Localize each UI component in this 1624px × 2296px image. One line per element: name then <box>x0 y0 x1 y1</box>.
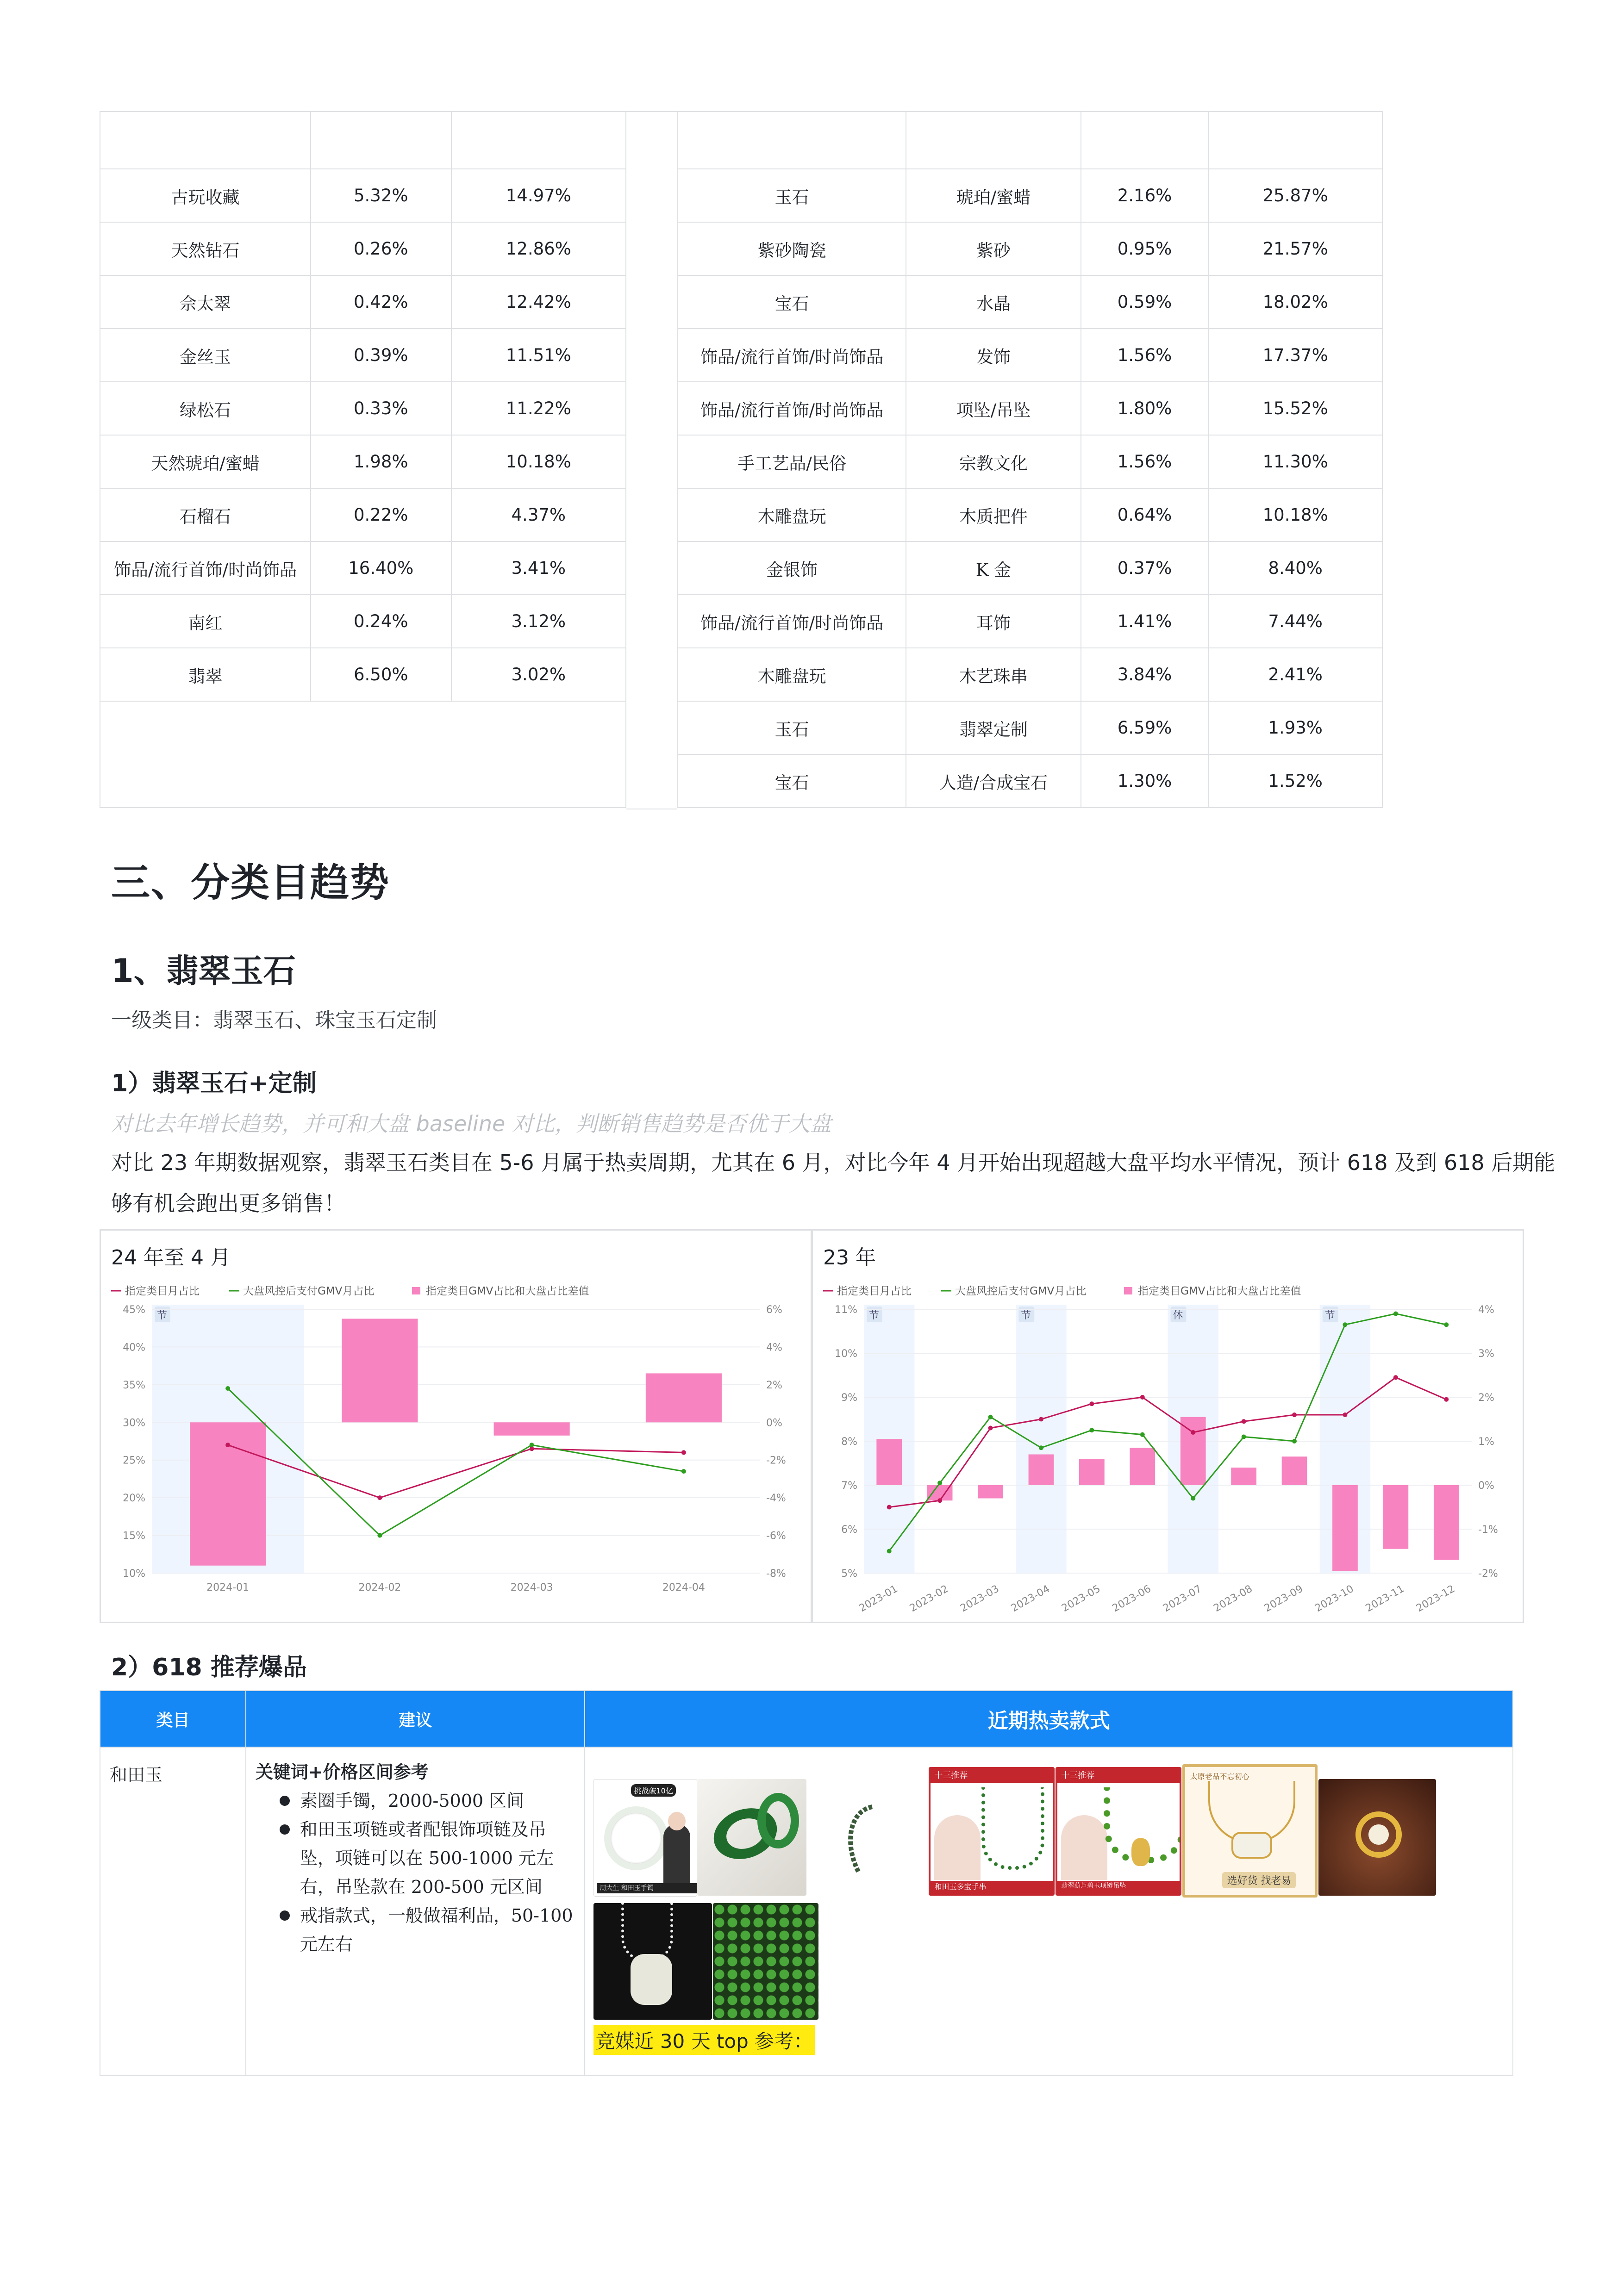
advice-bullet <box>256 1786 575 1815</box>
header-cell <box>100 112 311 169</box>
table-row <box>100 595 626 648</box>
subcategory-cell: 项坠/吊坠 <box>906 382 1081 435</box>
diff-bar <box>646 1373 722 1422</box>
share-cell: 6.59% <box>1081 701 1209 754</box>
instruction-note: 对比去年增长趋势，并可和大盘 baseline 对比，判断销售趋势是否优于大盘 <box>111 1111 831 1136</box>
category-cell: 绿松石 <box>100 382 311 435</box>
table-row <box>678 169 1382 222</box>
table-row <box>678 435 1382 488</box>
category-cell: 南红 <box>100 595 311 648</box>
table-row <box>678 222 1382 275</box>
y-left-tick: 20% <box>123 1493 145 1505</box>
y-right-tick: 0% <box>1478 1480 1494 1492</box>
y-right-tick: 3% <box>1478 1348 1494 1360</box>
category-cell: 天然钻石 <box>100 222 311 275</box>
holiday-flag-label: 休 <box>1173 1310 1183 1321</box>
share-cell: 1.30% <box>1081 754 1209 808</box>
growth-cell: 14.97% <box>451 169 626 222</box>
table-row <box>678 329 1382 382</box>
table-row <box>100 329 626 382</box>
table-row <box>100 382 626 435</box>
table-row <box>678 541 1382 595</box>
bullet-line: 右，吊坠款在 200-500 元区间 <box>300 1877 543 1897</box>
growth-cell: 3.12% <box>451 595 626 648</box>
series-point <box>1393 1375 1398 1380</box>
x-tick-label: 2023-02 <box>908 1583 951 1615</box>
empty-cell <box>100 701 626 808</box>
share-cell: 1.41% <box>1081 595 1209 648</box>
series-point <box>937 1481 942 1485</box>
series-point <box>1039 1417 1043 1422</box>
series-point <box>1140 1395 1145 1400</box>
growth-cell: 21.57% <box>1208 222 1382 275</box>
body-line: 对比 23 年期数据观察，翡翠玉石类目在 5-6 月属于热卖周期，尤其在 6 月，对比今年 4 月开始出现超越大盘平均水平情况，预计 618 及到 618 后期能 <box>111 1150 1555 1175</box>
chart-24-svg <box>101 1231 811 1622</box>
images-cell <box>585 1747 1513 2076</box>
y-left-tick: 8% <box>841 1436 857 1448</box>
share-cell: 1.80% <box>1081 382 1209 435</box>
table-row <box>678 701 1382 754</box>
table-row <box>678 382 1382 435</box>
header-cell <box>906 112 1081 169</box>
subheading-jade-custom: 1）翡翠玉石+定制 <box>111 1070 317 1097</box>
advice-list <box>256 1786 575 1959</box>
growth-cell: 2.41% <box>1208 648 1382 701</box>
series-point <box>1140 1432 1145 1437</box>
table-header-row <box>100 112 626 169</box>
person-shape <box>663 1824 690 1884</box>
series-point <box>887 1505 892 1510</box>
subcategory-cell: 耳饰 <box>906 595 1081 648</box>
legend-swatch <box>1124 1287 1132 1294</box>
y-left-tick: 35% <box>123 1379 145 1391</box>
model-shape <box>934 1815 981 1880</box>
growth-cell: 15.52% <box>1208 382 1382 435</box>
gold-necklace-ad-icon <box>1182 1764 1318 1898</box>
subheading-618: 2）618 推荐爆品 <box>111 1654 307 1681</box>
advice-cell <box>246 1747 585 2076</box>
y-right-tick: -1% <box>1478 1524 1498 1536</box>
table-row <box>678 595 1382 648</box>
y-left-tick: 15% <box>123 1530 145 1542</box>
share-cell: 16.40% <box>311 541 451 595</box>
white-jade-pendant-icon <box>593 1903 712 2020</box>
subcategory-cell: K 金 <box>906 541 1081 595</box>
series-point <box>937 1498 942 1503</box>
series-point <box>1242 1435 1246 1439</box>
legend-label: 指定类目月占比 <box>125 1285 200 1297</box>
ad-badge: 挑战破10亿 <box>631 1784 675 1797</box>
table-filler-row <box>100 701 626 808</box>
x-tick-label: 2023-01 <box>857 1583 900 1615</box>
gourd-pendant-ad-icon <box>1056 1767 1181 1896</box>
category-cell: 玉石 <box>678 169 906 222</box>
y-right-tick: 1% <box>1478 1436 1494 1448</box>
holiday-flag-label: 节 <box>1021 1310 1031 1321</box>
ad-caption: 选好货 找老易 <box>1222 1872 1296 1888</box>
category-cell: 天然琥珀/蜜蜡 <box>100 435 311 488</box>
chart-23-svg <box>813 1231 1523 1622</box>
ad-caption: 和田玉多宝手串 <box>931 1881 1055 1894</box>
header-hot-styles: 近期热卖款式 <box>585 1691 1513 1747</box>
legend-label: 指定类目月占比 <box>837 1285 912 1297</box>
growth-cell: 18.02% <box>1208 275 1382 329</box>
legend-label: 指定类目GMV占比和大盘占比差值 <box>426 1285 589 1297</box>
x-tick-label: 2024-02 <box>358 1582 401 1593</box>
share-cell: 0.24% <box>311 595 451 648</box>
share-cell: 1.56% <box>1081 329 1209 382</box>
chart-title: 23 年 <box>823 1246 876 1269</box>
y-right-tick: 6% <box>766 1304 782 1316</box>
table-row <box>100 488 626 541</box>
holiday-flag-label: 节 <box>1324 1310 1335 1321</box>
y-right-tick: -8% <box>766 1568 786 1580</box>
table-row <box>100 222 626 275</box>
series-point <box>988 1415 993 1419</box>
x-tick-label: 2023-11 <box>1363 1583 1406 1615</box>
growth-cell: 10.18% <box>1208 488 1382 541</box>
right-table <box>677 111 1383 808</box>
y-right-tick: 2% <box>766 1379 782 1391</box>
growth-cell: 7.44% <box>1208 595 1382 648</box>
jade-necklace-ad-icon <box>929 1767 1055 1896</box>
x-tick-label: 2024-04 <box>662 1582 705 1593</box>
growth-cell: 11.51% <box>451 329 626 382</box>
subcategory-cell: 宗教文化 <box>906 435 1081 488</box>
series-point <box>1089 1401 1094 1406</box>
table-row <box>678 754 1382 808</box>
growth-cell: 12.42% <box>451 275 626 329</box>
series-point <box>1191 1430 1195 1435</box>
necklace-shape <box>981 1787 1044 1870</box>
table-row <box>100 648 626 701</box>
subcategory-cell: 水晶 <box>906 275 1081 329</box>
y-right-tick: 2% <box>1478 1392 1494 1404</box>
table-header-row <box>678 112 1382 169</box>
subcategory-cell: 紫砂 <box>906 222 1081 275</box>
x-tick-label: 2023-06 <box>1110 1583 1153 1615</box>
diff-bar <box>1029 1455 1054 1486</box>
ad-banner: 太原老品不忘初心 <box>1190 1772 1249 1781</box>
gourd-shape <box>1131 1838 1150 1866</box>
x-tick-label: 2023-08 <box>1212 1583 1255 1615</box>
series-point <box>681 1450 686 1455</box>
holiday-band <box>864 1305 914 1573</box>
y-left-tick: 9% <box>841 1392 857 1404</box>
green-bangle-icon <box>697 1779 806 1896</box>
diff-bar <box>1332 1485 1358 1571</box>
y-left-tick: 25% <box>123 1455 145 1467</box>
body-paragraph <box>111 1142 1555 1224</box>
growth-cell: 4.37% <box>451 488 626 541</box>
ad-caption: 翡翠葫芦碧玉项链吊坠 <box>1057 1881 1181 1894</box>
advice-bullet <box>256 1901 575 1959</box>
legend-label: 大盘风控后支付GMV月占比 <box>955 1285 1087 1297</box>
y-left-tick: 6% <box>841 1524 857 1536</box>
ad-banner: 十三推荐 <box>1057 1769 1181 1783</box>
growth-cell: 11.22% <box>451 382 626 435</box>
diff-bar <box>342 1319 418 1422</box>
legend-label: 大盘风控后支付GMV月占比 <box>243 1285 375 1297</box>
subcategory-cell: 琥珀/蜜蜡 <box>906 169 1081 222</box>
growth-cell: 10.18% <box>451 435 626 488</box>
category-cell: 木雕盘玩 <box>678 648 906 701</box>
necklace-svg <box>844 1802 881 1876</box>
chart-24 <box>100 1229 812 1623</box>
bullet-dot-icon <box>280 1910 290 1921</box>
share-cell: 5.32% <box>311 169 451 222</box>
table-row <box>678 648 1382 701</box>
series-point <box>1292 1412 1297 1417</box>
category-cell: 玉石 <box>678 701 906 754</box>
header-cell <box>1208 112 1382 169</box>
subcategory-cell: 翡翠定制 <box>906 701 1081 754</box>
bullet-dot-icon <box>280 1796 290 1806</box>
share-cell: 0.39% <box>311 329 451 382</box>
bullet-line: 元左右 <box>300 1934 353 1954</box>
y-right-tick: 0% <box>766 1417 782 1429</box>
share-cell: 1.56% <box>1081 435 1209 488</box>
table-row <box>100 275 626 329</box>
table-row <box>100 435 626 488</box>
ad-caption: 周大生 和田玉手镯 <box>597 1883 697 1893</box>
series-point <box>1343 1322 1347 1327</box>
y-left-tick: 7% <box>841 1480 857 1492</box>
table-row <box>100 541 626 595</box>
series-point <box>988 1426 993 1431</box>
category-cell: 金银饰 <box>678 541 906 595</box>
category-cell: 金丝玉 <box>100 329 311 382</box>
body-line: 够有机会跑出更多销售！ <box>111 1191 345 1216</box>
header-cell <box>451 112 626 169</box>
jade-shape <box>631 1954 672 2005</box>
bullet-line: 坠，项链可以在 500-1000 元左 <box>300 1848 554 1868</box>
sub-section-title: 1、翡翠玉石 <box>111 952 296 990</box>
table-row <box>100 169 626 222</box>
series-point <box>1292 1439 1297 1444</box>
series-point <box>377 1533 382 1538</box>
y-right-tick: -2% <box>1478 1568 1498 1580</box>
y-left-tick: 10% <box>835 1348 857 1360</box>
header-cell <box>1081 112 1209 169</box>
competitor-highlight: 竞媒近 30 天 top 参考： <box>593 2025 815 2055</box>
series-point <box>377 1495 382 1500</box>
diff-bar <box>1383 1485 1409 1549</box>
y-left-tick: 5% <box>841 1568 857 1580</box>
category-name: 和田玉 <box>110 1765 163 1785</box>
series-point <box>225 1443 230 1447</box>
y-right-tick: -2% <box>766 1455 786 1467</box>
y-left-tick: 30% <box>123 1417 145 1429</box>
green-bead-rows-icon <box>713 1903 818 2020</box>
category-cell: 手工艺品/民俗 <box>678 435 906 488</box>
first-level-category: 一级类目：翡翠玉石、珠宝玉石定制 <box>111 1008 437 1032</box>
category-cell: 紫砂陶瓷 <box>678 222 906 275</box>
series-point <box>1089 1428 1094 1432</box>
diff-bar <box>1079 1459 1105 1485</box>
diff-bar <box>1231 1468 1256 1485</box>
x-tick-label: 2023-03 <box>958 1583 1001 1615</box>
y-left-tick: 10% <box>123 1568 145 1580</box>
bead-necklace-icon <box>844 1802 881 1876</box>
growth-cell: 25.87% <box>1208 169 1382 222</box>
series-point <box>1393 1312 1398 1316</box>
bullet-dot-icon <box>280 1824 290 1835</box>
x-tick-label: 2023-10 <box>1313 1583 1356 1615</box>
category-cell: 佘太翠 <box>100 275 311 329</box>
share-cell: 1.98% <box>311 435 451 488</box>
bangle-photo-icon <box>593 1779 697 1897</box>
model-shape <box>1061 1815 1107 1880</box>
header-category: 类目 <box>100 1691 246 1747</box>
table-row <box>678 275 1382 329</box>
category-cell: 饰品/流行首饰/时尚饰品 <box>678 329 906 382</box>
diff-bar <box>494 1422 570 1436</box>
x-tick-label: 2023-12 <box>1414 1583 1457 1615</box>
header-cell <box>678 112 906 169</box>
growth-cell: 3.02% <box>451 648 626 701</box>
x-tick-label: 2023-07 <box>1161 1583 1204 1615</box>
share-cell: 3.84% <box>1081 648 1209 701</box>
category-cell <box>100 1747 246 2076</box>
y-left-tick: 45% <box>123 1304 145 1316</box>
y-right-tick: 4% <box>766 1342 782 1354</box>
growth-cell: 11.30% <box>1208 435 1382 488</box>
share-cell: 0.42% <box>311 275 451 329</box>
category-cell: 石榴石 <box>100 488 311 541</box>
subcategory-cell: 木艺珠串 <box>906 648 1081 701</box>
series-point <box>1444 1322 1449 1327</box>
share-cell: 6.50% <box>311 648 451 701</box>
holiday-flag-label: 节 <box>157 1310 168 1321</box>
chart-title: 24 年至 4 月 <box>111 1246 231 1269</box>
share-cell: 0.37% <box>1081 541 1209 595</box>
y-left-tick: 11% <box>835 1304 857 1316</box>
holiday-band <box>1016 1305 1066 1573</box>
bullet-line: 和田玉项链或者配银饰项链及吊 <box>300 1819 546 1840</box>
category-cell: 宝石 <box>678 754 906 808</box>
diff-bar <box>978 1485 1003 1499</box>
growth-cell: 3.41% <box>451 541 626 595</box>
category-cell: 宝石 <box>678 275 906 329</box>
diff-bar <box>1181 1417 1206 1485</box>
bangle-shape <box>604 1806 668 1870</box>
share-cell: 0.95% <box>1081 222 1209 275</box>
series-point <box>225 1386 230 1391</box>
header-cell <box>311 112 451 169</box>
series-point <box>681 1469 686 1474</box>
y-right-tick: -6% <box>766 1530 786 1542</box>
series-point <box>1242 1419 1246 1424</box>
header-advice: 建议 <box>246 1691 585 1747</box>
series-point <box>887 1549 892 1554</box>
table-gap <box>626 111 677 809</box>
diff-bar <box>1434 1485 1459 1560</box>
section-title: 三、分类目趋势 <box>111 860 390 905</box>
advice-bullet <box>256 1815 575 1901</box>
category-cell: 翡翠 <box>100 648 311 701</box>
y-right-tick: 4% <box>1478 1304 1494 1316</box>
x-tick-label: 2024-01 <box>206 1582 250 1593</box>
subcategory-cell: 发饰 <box>906 329 1081 382</box>
gold-pendant-icon <box>1318 1779 1436 1896</box>
growth-cell: 12.86% <box>451 222 626 275</box>
share-cell: 0.64% <box>1081 488 1209 541</box>
diff-bar <box>1282 1456 1307 1485</box>
share-cell: 0.59% <box>1081 275 1209 329</box>
growth-cell: 1.93% <box>1208 701 1382 754</box>
x-tick-label: 2023-09 <box>1262 1583 1305 1615</box>
subcategory-cell: 木质把件 <box>906 488 1081 541</box>
y-right-tick: -4% <box>766 1493 786 1505</box>
x-tick-label: 2023-04 <box>1009 1583 1052 1615</box>
series-point <box>1039 1445 1043 1450</box>
holiday-flag-label: 节 <box>869 1310 880 1321</box>
legend-label: 指定类目GMV占比和大盘占比差值 <box>1138 1285 1301 1297</box>
ad-banner: 十三推荐 <box>931 1769 1055 1783</box>
subcategory-cell: 人造/合成宝石 <box>906 754 1081 808</box>
series-point <box>1444 1397 1449 1402</box>
diff-bar <box>1130 1448 1155 1485</box>
x-tick-label: 2023-05 <box>1060 1583 1103 1615</box>
growth-cell: 1.52% <box>1208 754 1382 808</box>
chart-23 <box>812 1229 1524 1623</box>
left-table <box>100 111 626 808</box>
advice-title: 关键词+价格区间参考 <box>255 1762 429 1782</box>
bullet-line: 素圈手镯，2000-5000 区间 <box>300 1791 525 1811</box>
table-row <box>678 488 1382 541</box>
category-cell: 饰品/流行首饰/时尚饰品 <box>678 382 906 435</box>
category-cell: 木雕盘玩 <box>678 488 906 541</box>
share-cell: 2.16% <box>1081 169 1209 222</box>
legend-swatch <box>412 1287 420 1294</box>
x-tick-label: 2024-03 <box>510 1582 553 1593</box>
category-cell: 饰品/流行首饰/时尚饰品 <box>678 595 906 648</box>
series-point <box>1191 1496 1195 1501</box>
recommendation-table <box>100 1690 1513 2076</box>
growth-cell: 17.37% <box>1208 329 1382 382</box>
bangle-ring-2 <box>757 1793 799 1848</box>
chain-shape <box>621 1903 673 1961</box>
series-point <box>1343 1412 1347 1417</box>
y-left-tick: 40% <box>123 1342 145 1354</box>
diff-bar <box>876 1439 902 1485</box>
category-cell: 古玩收藏 <box>100 169 311 222</box>
pendant-shape <box>1231 1832 1272 1859</box>
share-cell: 0.22% <box>311 488 451 541</box>
bullet-line: 戒指款式，一般做福利品，50-100 <box>300 1905 573 1926</box>
category-cell: 饰品/流行首饰/时尚饰品 <box>100 541 311 595</box>
share-cell: 0.33% <box>311 382 451 435</box>
series-point <box>530 1443 534 1447</box>
share-cell: 0.26% <box>311 222 451 275</box>
growth-cell: 8.40% <box>1208 541 1382 595</box>
